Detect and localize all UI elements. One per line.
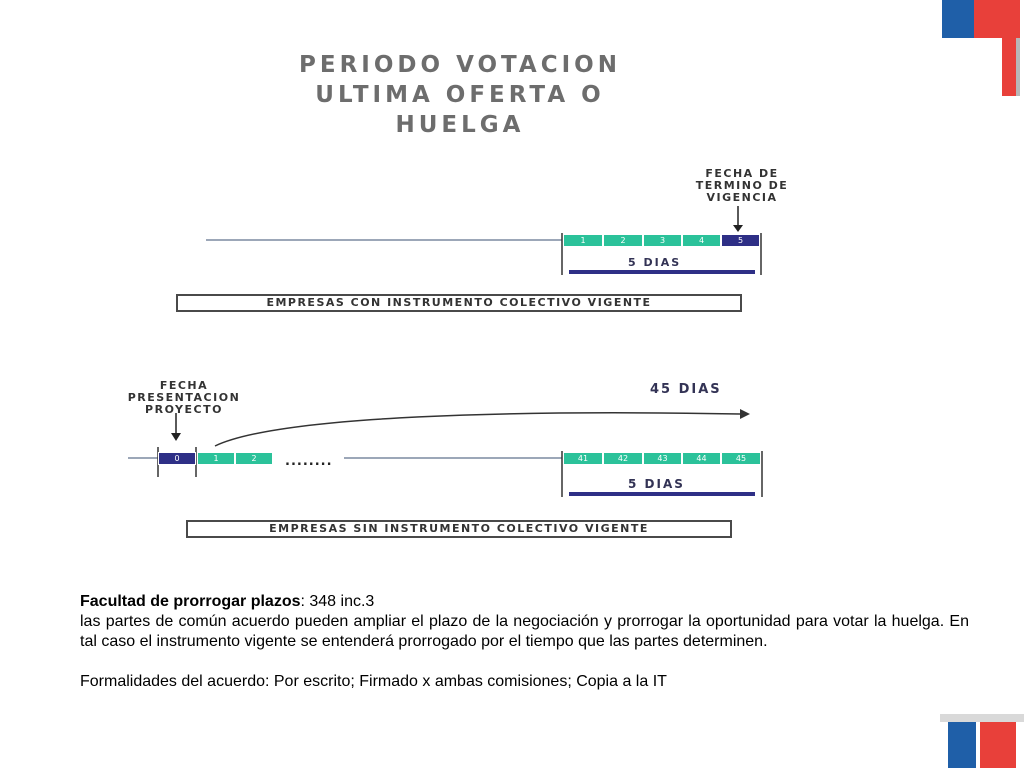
heading-article: : 348 inc.3 (300, 593, 375, 610)
duration-bar (569, 492, 755, 496)
day-cell: 42 (603, 452, 643, 465)
day-cell: 41 (563, 452, 603, 465)
text-paragraph: las partes de común acuerdo pueden ampliar el plazo de la negociación y prorrogar la oportunidad para votar la huelga. En tal caso el instrumento vigente se entenderá prorrogado por el tiempo que las partes determinen. (80, 613, 969, 650)
day-cell: 1 (197, 452, 235, 465)
day-cell: 1 (563, 234, 603, 247)
day-cell: 2 (235, 452, 273, 465)
day-cell: 2 (603, 234, 643, 247)
brand-corner-bottom (940, 714, 1024, 768)
day-cell: 44 (682, 452, 721, 465)
span-arc-head (740, 409, 750, 419)
text-heading (80, 592, 969, 612)
title-line: PERIODO VOTACION (299, 52, 621, 78)
title-line: ULTIMA OFERTA O (315, 82, 605, 108)
duration-label: 5 DIAS (628, 477, 685, 491)
day-cell-final: 5 (721, 234, 760, 247)
termination-date-label: FECHA DE TERMINO DE VIGENCIA (695, 167, 789, 204)
duration-label: 5 DIAS (628, 256, 682, 269)
arc-duration-label: 45 DIAS (650, 382, 722, 397)
day-cell: 4 (682, 234, 721, 247)
ellipsis: ........ (285, 454, 333, 469)
presentation-date-label: FECHA PRESENTACION PROYECTO (127, 379, 241, 416)
explanation-text (80, 592, 969, 692)
caption-with-instrument: EMPRESAS CON INSTRUMENTO COLECTIVO VIGENTE (176, 294, 742, 312)
day-cell-start: 0 (158, 452, 196, 465)
span-arc (215, 413, 740, 446)
title-line: HUELGA (395, 112, 525, 138)
marker-arrow-head (171, 433, 181, 441)
heading-bold: Facultad de prorrogar plazos (80, 593, 301, 610)
caption-without-instrument: EMPRESAS SIN INSTRUMENTO COLECTIVO VIGENTE (186, 520, 732, 538)
day-cell: 43 (643, 452, 682, 465)
day-cell: 45 (721, 452, 761, 465)
text-formalities: Formalidades del acuerdo: Por escrito; Firmado x ambas comisiones; Copia a la IT (80, 673, 667, 690)
day-cell: 3 (643, 234, 682, 247)
